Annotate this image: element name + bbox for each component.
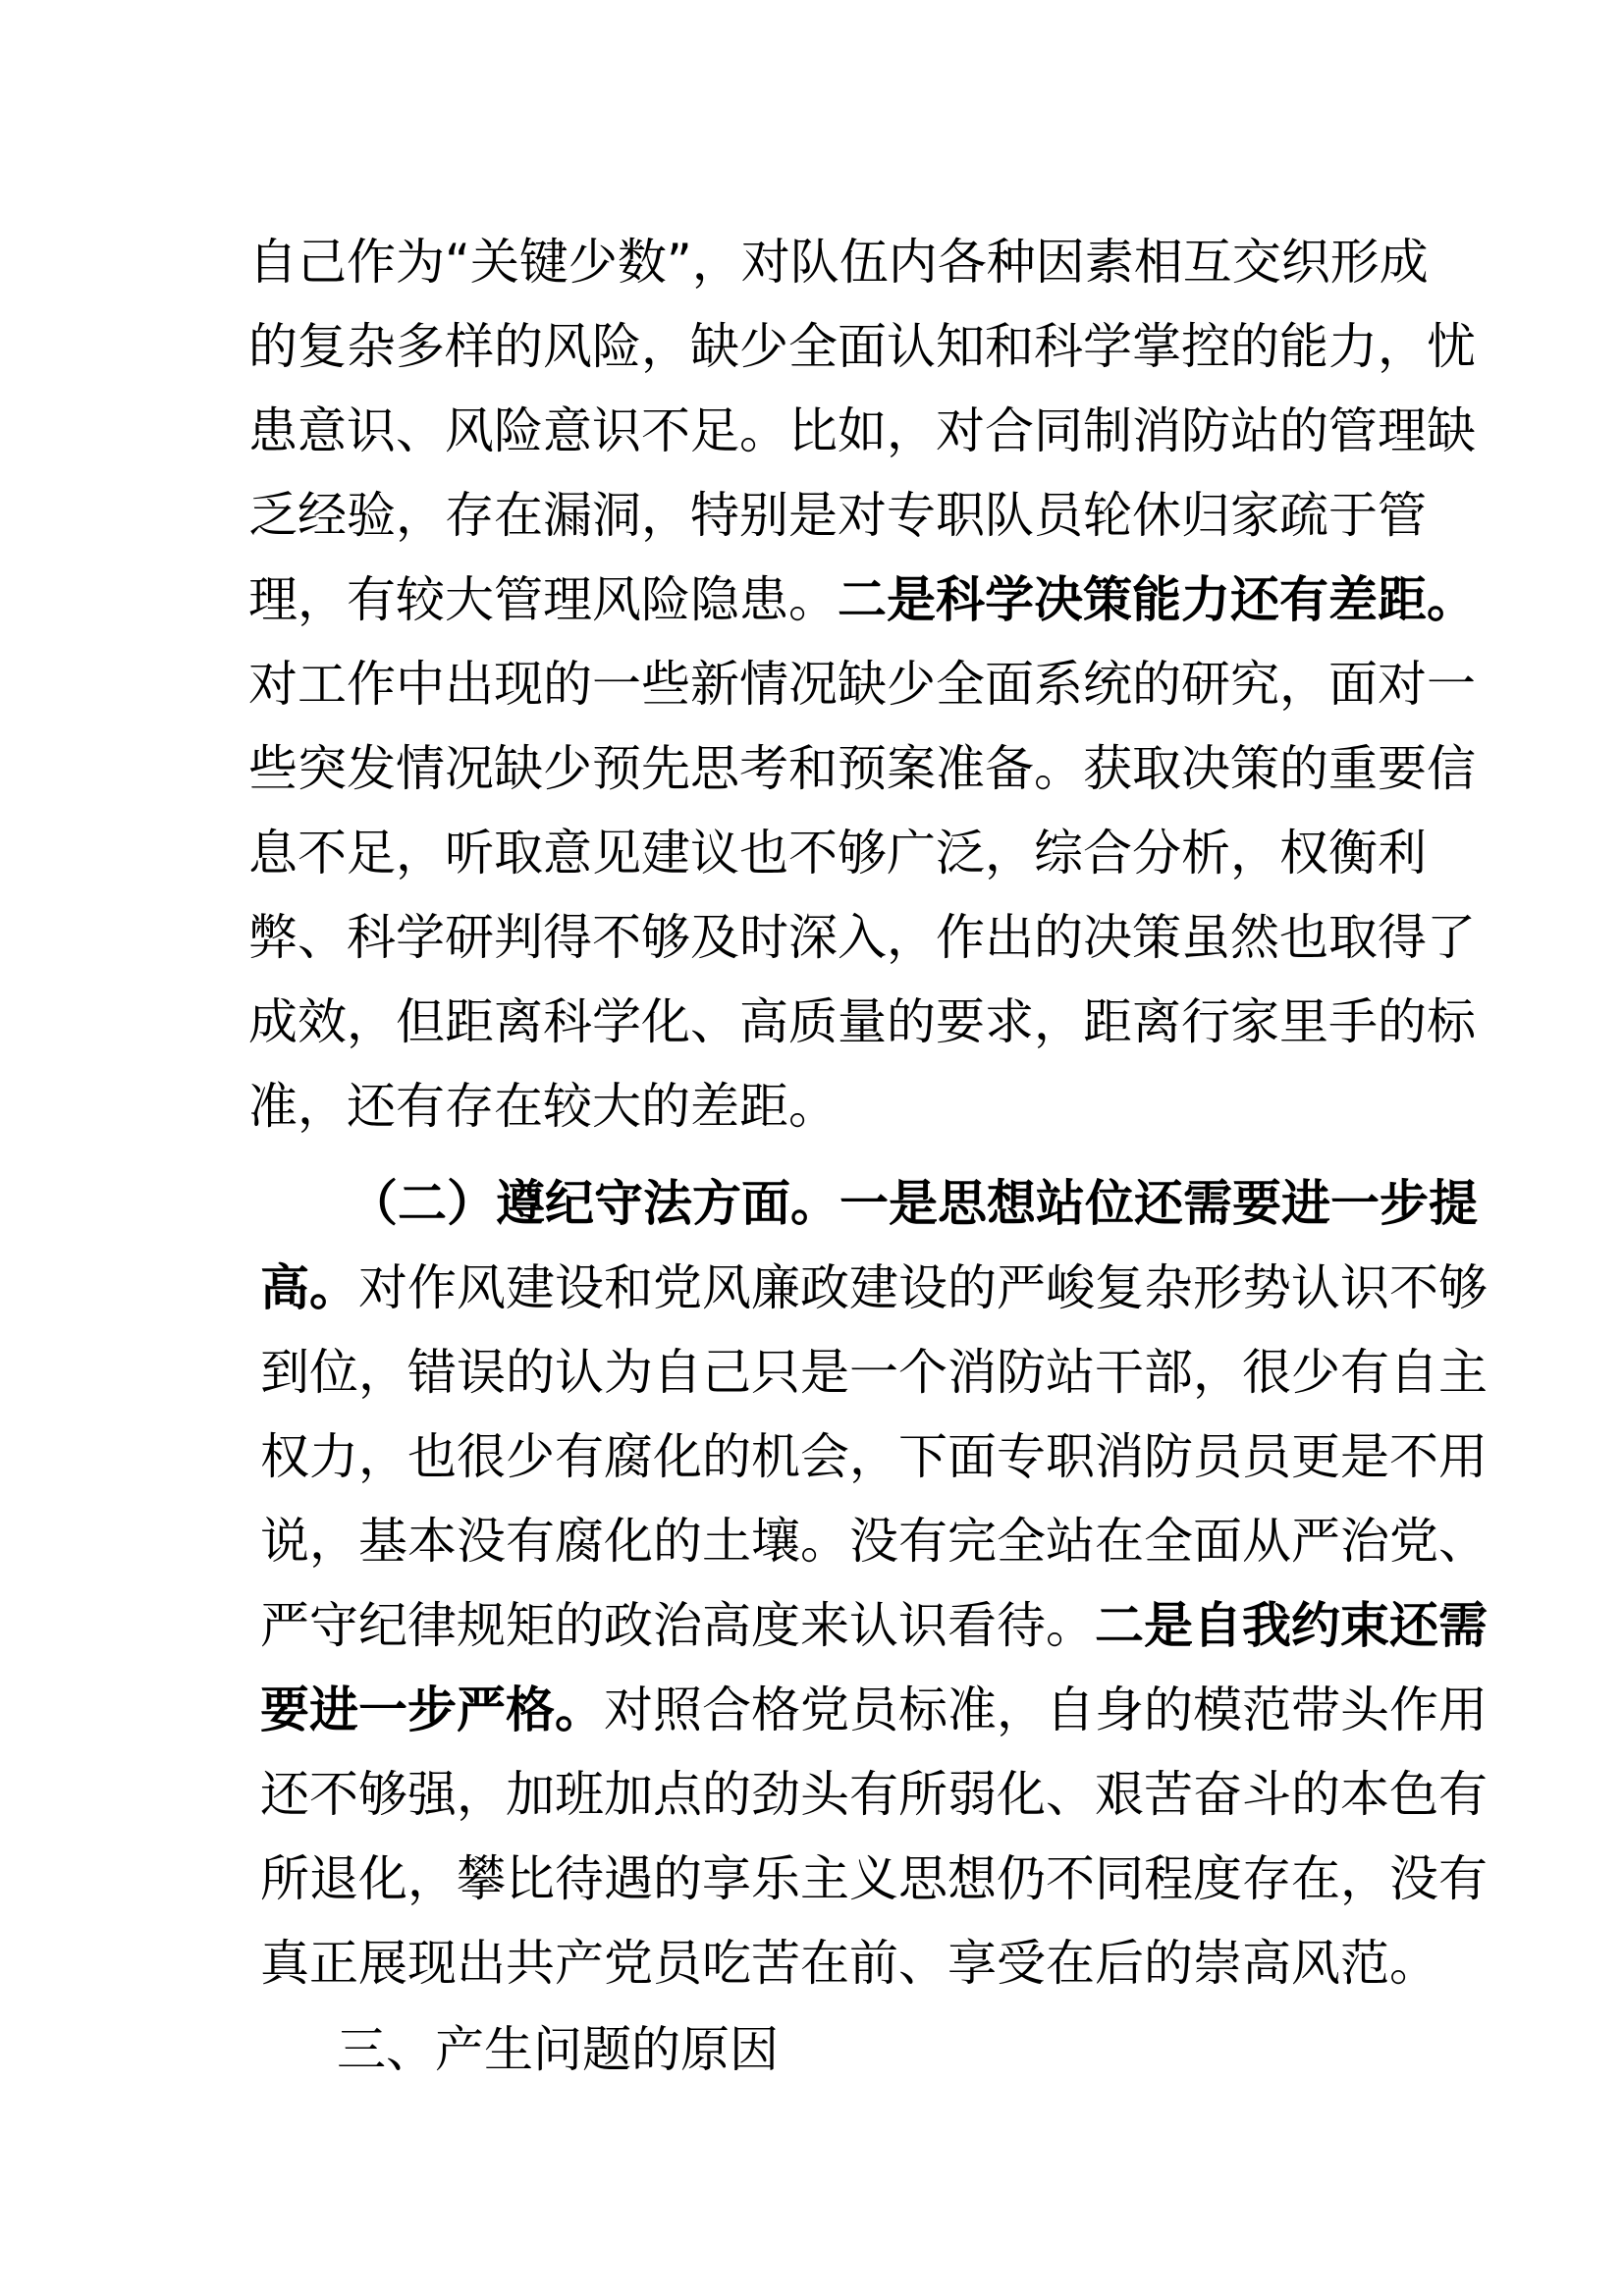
text-run: 还不够强，加班加点的劲头有所弱化、艰苦奋斗的本色有 [260,1766,1488,1823]
bold-text-run: 要进一步严格。 [260,1682,604,1738]
paragraph-line [0,1849,1624,1908]
text-run: 成效，但距离科学化、高质量的要求，距离行家里手的标 [248,993,1476,1050]
paragraph-line [0,317,1624,376]
text-run: 权力，也很少有腐化的机会，下面专职消防员员更是不用 [260,1428,1488,1485]
text-run: 准，还有存在较大的差距。 [248,1078,838,1135]
text-run: 说，基本没有腐化的土壤。没有完全站在全面从严治党、 [260,1513,1488,1570]
bold-text-run: （二）遵纪守法方面。一是思想站位还需要进一步提 [349,1175,1478,1232]
paragraph-line [0,570,1624,629]
paragraph-line [0,1934,1624,1993]
paragraph-line [0,824,1624,882]
paragraph-line [0,739,1624,798]
text-run: 患意识、风险意识不足。比如，对合同制消防站的管理缺 [248,402,1476,459]
text-run: 息不足，听取意见建议也不够广泛，综合分析，权衡利 [248,825,1427,881]
paragraph-line [0,401,1624,460]
text-run: 自己作为“关键少数”，对队伍内各种因素相互交织形成 [248,234,1429,291]
text-run: 些突发情况缺少预先思考和预案准备。获取决策的重要信 [248,740,1476,797]
heading-text: 三、产生问题的原因 [337,2021,779,2078]
paragraph-line [0,1596,1624,1655]
text-run: 理，有较大管理风险隐患。 [248,571,838,628]
text-run: 严守纪律规矩的政治高度来认识看待。 [260,1597,1095,1654]
text-run: 对作风建设和党风廉政建设的严峻复杂形势认识不够 [358,1259,1488,1316]
paragraph-line [0,1512,1624,1571]
bold-text-run: 二是自我约束还需 [1095,1597,1488,1654]
text-run: 对照合格党员标准，自身的模范带头作用 [604,1682,1488,1738]
text-run: 真正展现出共产党员吃苦在前、享受在后的崇高风范。 [260,1935,1438,1992]
paragraph-line [0,908,1624,967]
text-run: 乏经验，存在漏洞，特别是对专职队员轮休归家疏于管 [248,487,1427,544]
text-run: 到位，错误的认为自己只是一个消防站干部，很少有自主 [260,1344,1488,1401]
section-heading-three [0,2020,1624,2079]
paragraph-line [0,486,1624,545]
bold-text-run: 二是科学决策能力还有差距。 [838,571,1476,628]
paragraph-line [0,1681,1624,1739]
paragraph-line [0,992,1624,1051]
text-run: 对工作中出现的一些新情况缺少全面系统的研究，面对一 [248,656,1476,713]
text-run: 所退化，攀比待遇的享乐主义思想仍不同程度存在，没有 [260,1850,1488,1907]
paragraph-line [0,1077,1624,1136]
paragraph-line [0,1258,1624,1317]
section-heading-line [0,1174,1624,1233]
paragraph-line [0,655,1624,714]
text-run: 的复杂多样的风险，缺少全面认知和科学掌控的能力，忧 [248,318,1476,375]
paragraph-line [0,1765,1624,1824]
bold-text-run: 高。 [260,1259,358,1316]
paragraph-line [0,233,1624,292]
paragraph-line [0,1427,1624,1486]
text-run: 弊、科学研判得不够及时深入，作出的决策虽然也取得了 [248,909,1476,966]
paragraph-line [0,1343,1624,1402]
